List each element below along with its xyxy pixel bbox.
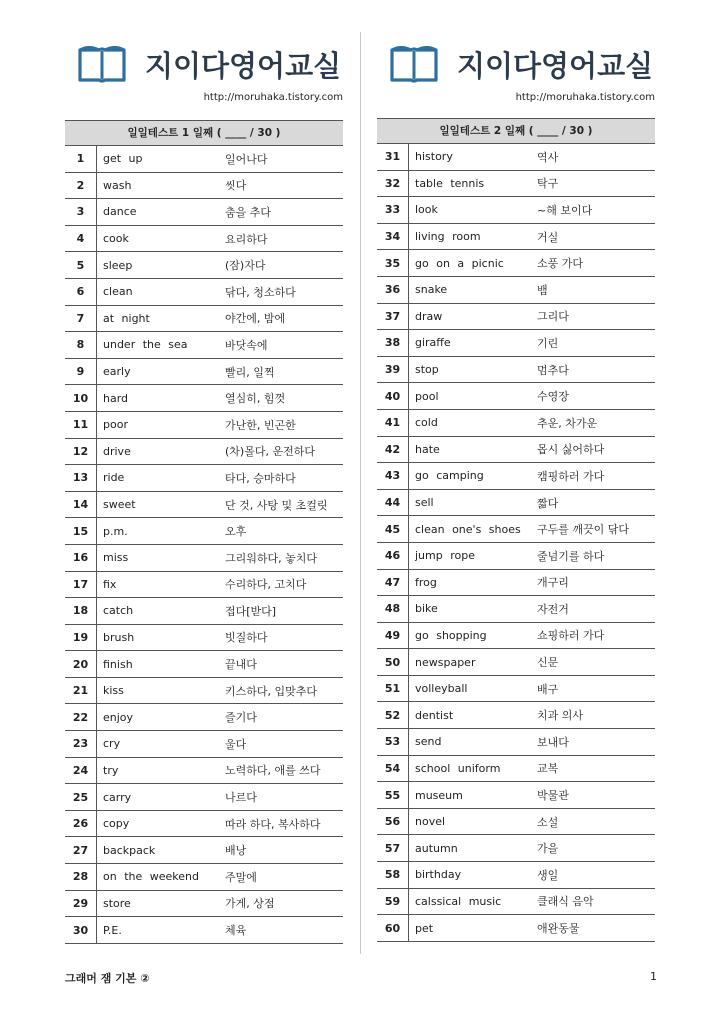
page-number: 1: [650, 970, 657, 983]
korean-meaning: 단 것, 사탕 및 초컬릿: [225, 498, 328, 512]
english-word: go shopping: [415, 628, 487, 642]
table-row: [377, 809, 655, 836]
korean-meaning: ~해 보이다: [537, 203, 593, 217]
word-number: 31: [377, 144, 409, 170]
korean-meaning: 배구: [537, 682, 559, 696]
korean-meaning: (잠)자다: [225, 259, 266, 273]
word-number: 45: [377, 516, 409, 542]
korean-meaning: 오후: [225, 525, 247, 539]
table-row: [65, 385, 343, 412]
korean-meaning: 타다, 승마하다: [225, 471, 296, 485]
korean-meaning: 클래식 음악: [537, 895, 594, 909]
korean-meaning: 가을: [537, 842, 559, 856]
table-body: [377, 144, 655, 942]
table-row: [377, 570, 655, 597]
word-number: 1: [65, 146, 97, 172]
english-word: living room: [415, 230, 481, 244]
table-header: 일일테스트 1 일째 ( ____ / 30 ): [65, 120, 343, 146]
korean-meaning: 기린: [537, 336, 559, 350]
english-word: giraffe: [415, 336, 451, 350]
english-word: clean: [103, 285, 133, 299]
word-number: 40: [377, 383, 409, 409]
word-number: 20: [65, 651, 97, 677]
english-word: dentist: [415, 708, 454, 722]
word-number: 41: [377, 410, 409, 436]
word-number: 53: [377, 729, 409, 755]
english-word: fix: [103, 577, 117, 591]
english-word: calssical music: [415, 894, 502, 908]
english-word: P.E.: [103, 923, 122, 937]
word-number: 4: [65, 226, 97, 252]
word-number: 44: [377, 490, 409, 516]
table-row: [377, 250, 655, 277]
word-number: 51: [377, 676, 409, 702]
korean-meaning: 소설: [537, 815, 559, 829]
word-number: 34: [377, 224, 409, 250]
korean-meaning: 신문: [537, 656, 559, 670]
english-word: hard: [103, 391, 129, 405]
word-number: 60: [377, 915, 409, 941]
word-number: 47: [377, 570, 409, 596]
word-number: 54: [377, 756, 409, 782]
english-word: drive: [103, 444, 131, 458]
korean-meaning: 소풍 가다: [537, 257, 584, 271]
english-word: at night: [103, 311, 150, 325]
table-row: [65, 678, 343, 705]
english-word: museum: [415, 788, 463, 802]
korean-meaning: 춤을 추다: [225, 205, 272, 219]
table-row: [65, 306, 343, 333]
korean-meaning: 노력하다, 애를 쓰다: [225, 764, 321, 778]
word-number: 7: [65, 306, 97, 332]
table-row: [377, 915, 655, 942]
word-number: 27: [65, 837, 97, 863]
word-number: 28: [65, 864, 97, 890]
english-word: pool: [415, 389, 439, 403]
korean-meaning: 즐기다: [225, 711, 257, 725]
table-row: [65, 439, 343, 466]
english-word: bike: [415, 602, 438, 616]
korean-meaning: 주말에: [225, 870, 257, 884]
word-number: 35: [377, 250, 409, 276]
korean-meaning: 몹시 싫어하다: [537, 443, 605, 457]
english-word: miss: [103, 551, 129, 565]
english-word: sell: [415, 496, 434, 510]
table-row: [377, 144, 655, 171]
table-row: [65, 146, 343, 173]
english-word: cry: [103, 737, 121, 751]
english-word: wash: [103, 178, 132, 192]
english-word: history: [415, 150, 453, 164]
english-word: under the sea: [103, 338, 188, 352]
korean-meaning: 캠핑하러 가다: [537, 469, 605, 483]
english-word: copy: [103, 817, 130, 831]
korean-meaning: 역사: [537, 150, 559, 164]
table-row: [65, 917, 343, 944]
english-word: jump rope: [415, 549, 475, 563]
table-row: [65, 332, 343, 359]
table-row: [377, 756, 655, 783]
blog-url[interactable]: http://moruhaka.tistory.com: [203, 92, 343, 103]
word-number: 36: [377, 277, 409, 303]
word-number: 3: [65, 199, 97, 225]
english-word: novel: [415, 815, 446, 829]
korean-meaning: 울다: [225, 737, 247, 751]
english-word: dance: [103, 205, 137, 219]
table-row: [65, 226, 343, 253]
word-number: 11: [65, 412, 97, 438]
word-number: 19: [65, 625, 97, 651]
word-number: 13: [65, 465, 97, 491]
word-number: 38: [377, 330, 409, 356]
table-header: 일일테스트 2 일째 ( ____ / 30 ): [377, 118, 655, 144]
table-row: [377, 729, 655, 756]
table-row: [65, 811, 343, 838]
word-number: 43: [377, 463, 409, 489]
open-book-icon: [389, 44, 439, 84]
english-word: sweet: [103, 498, 136, 512]
korean-meaning: 멈추다: [537, 363, 569, 377]
word-number: 10: [65, 385, 97, 411]
table-row: [65, 731, 343, 758]
word-number: 32: [377, 171, 409, 197]
word-number: 16: [65, 545, 97, 571]
table-row: [65, 545, 343, 572]
english-word: store: [103, 896, 131, 910]
table-row: [377, 197, 655, 224]
table-row: [377, 330, 655, 357]
korean-meaning: 바닷속에: [225, 338, 268, 352]
word-number: 9: [65, 359, 97, 385]
korean-meaning: 교복: [537, 762, 559, 776]
table-row: [377, 596, 655, 623]
english-word: volleyball: [415, 682, 468, 696]
table-row: [65, 173, 343, 200]
english-word: table tennis: [415, 176, 485, 190]
table-row: [65, 758, 343, 785]
english-word: autumn: [415, 841, 458, 855]
table-row: [65, 837, 343, 864]
table-row: [65, 492, 343, 519]
english-word: backpack: [103, 843, 156, 857]
table-row: [377, 543, 655, 570]
table-row: [377, 277, 655, 304]
table-row: [377, 357, 655, 384]
english-word: kiss: [103, 684, 124, 698]
table-row: [377, 171, 655, 198]
korean-meaning: 요리하다: [225, 232, 268, 246]
word-number: 59: [377, 889, 409, 915]
english-word: send: [415, 735, 442, 749]
table-row: [65, 199, 343, 226]
brand-header: [377, 40, 655, 86]
word-number: 2: [65, 173, 97, 199]
english-word: cold: [415, 416, 438, 430]
korean-meaning: 가난한, 빈곤한: [225, 418, 296, 432]
word-number: 39: [377, 357, 409, 383]
brand-title: 지이다영어교실: [457, 49, 654, 83]
word-number: 5: [65, 252, 97, 278]
korean-meaning: 박물관: [537, 789, 569, 803]
word-number: 37: [377, 304, 409, 330]
word-number: 52: [377, 702, 409, 728]
english-word: early: [103, 365, 131, 379]
table-body: [65, 146, 343, 944]
korean-meaning: 체육: [225, 924, 247, 938]
table-row: [65, 572, 343, 599]
table-row: [377, 463, 655, 490]
word-number: 21: [65, 678, 97, 704]
word-number: 23: [65, 731, 97, 757]
korean-meaning: 줄넘기를 하다: [537, 549, 605, 563]
table-row: [65, 864, 343, 891]
table-row: [377, 862, 655, 889]
english-word: enjoy: [103, 710, 134, 724]
table-row: [65, 279, 343, 306]
word-number: 22: [65, 704, 97, 730]
korean-meaning: 구두를 깨끗이 닦다: [537, 523, 630, 537]
english-word: look: [415, 203, 438, 217]
word-number: 48: [377, 596, 409, 622]
korean-meaning: 열심히, 힘껏: [225, 392, 286, 406]
table-row: [65, 412, 343, 439]
table-row: [377, 224, 655, 251]
blog-url[interactable]: http://moruhaka.tistory.com: [515, 92, 655, 103]
korean-meaning: 추운, 차가운: [537, 416, 598, 430]
table-row: [377, 676, 655, 703]
english-word: ride: [103, 471, 125, 485]
column-divider: [360, 32, 361, 954]
table-row: [65, 465, 343, 492]
korean-meaning: 나르다: [225, 791, 257, 805]
footer-title: 그래머 잼 기본 ②: [65, 972, 150, 985]
word-number: 30: [65, 917, 97, 943]
english-word: brush: [103, 630, 135, 644]
word-number: 58: [377, 862, 409, 888]
brand-header: [65, 40, 343, 86]
english-word: snake: [415, 283, 448, 297]
word-number: 42: [377, 437, 409, 463]
english-word: carry: [103, 790, 132, 804]
korean-meaning: 그리다: [537, 310, 569, 324]
english-word: go on a picnic: [415, 256, 504, 270]
korean-meaning: (차)몰다, 운전하다: [225, 445, 315, 459]
table-row: [65, 598, 343, 625]
english-word: sleep: [103, 258, 133, 272]
word-number: 25: [65, 784, 97, 810]
table-row: [65, 651, 343, 678]
word-number: 24: [65, 758, 97, 784]
word-number: 18: [65, 598, 97, 624]
table-row: [377, 383, 655, 410]
word-number: 17: [65, 572, 97, 598]
word-number: 57: [377, 835, 409, 861]
table-row: [65, 704, 343, 731]
english-word: hate: [415, 442, 440, 456]
korean-meaning: 가게, 상점: [225, 897, 275, 911]
english-word: cook: [103, 232, 129, 246]
table-row: [377, 702, 655, 729]
english-word: pet: [415, 921, 434, 935]
english-word: stop: [415, 363, 439, 377]
english-word: poor: [103, 418, 128, 432]
korean-meaning: 닦다, 청소하다: [225, 285, 296, 299]
english-word: try: [103, 763, 119, 777]
english-word: frog: [415, 575, 437, 589]
english-word: p.m.: [103, 524, 128, 538]
english-word: get up: [103, 152, 143, 166]
korean-meaning: 거실: [537, 230, 559, 244]
english-word: catch: [103, 604, 134, 618]
korean-meaning: 빨리, 일찍: [225, 365, 275, 379]
word-number: 46: [377, 543, 409, 569]
table-row: [377, 623, 655, 650]
table-row: [65, 359, 343, 386]
korean-meaning: 씻다: [225, 179, 247, 193]
korean-meaning: 일어나다: [225, 152, 268, 166]
table-row: [65, 784, 343, 811]
table-row: [377, 889, 655, 916]
table-row: [377, 437, 655, 464]
english-word: go camping: [415, 469, 484, 483]
korean-meaning: 보내다: [537, 735, 569, 749]
korean-meaning: 접다[받다]: [225, 604, 277, 618]
table-row: [65, 518, 343, 545]
korean-meaning: 짧다: [537, 496, 559, 510]
english-word: clean one's shoes: [415, 522, 521, 536]
table-row: [377, 490, 655, 517]
korean-meaning: 야간에, 밤에: [225, 312, 286, 326]
korean-meaning: 개구리: [537, 576, 569, 590]
korean-meaning: 그리워하다, 놓치다: [225, 551, 318, 565]
open-book-icon: [77, 44, 127, 84]
english-word: birthday: [415, 868, 462, 882]
word-number: 15: [65, 518, 97, 544]
table-row: [377, 304, 655, 331]
word-number: 12: [65, 439, 97, 465]
korean-meaning: 빗질하다: [225, 631, 268, 645]
korean-meaning: 생일: [537, 868, 559, 882]
korean-meaning: 탁구: [537, 177, 559, 191]
word-number: 8: [65, 332, 97, 358]
word-number: 26: [65, 811, 97, 837]
korean-meaning: 치과 의사: [537, 709, 584, 723]
english-word: newspaper: [415, 655, 476, 669]
korean-meaning: 수리하다, 고치다: [225, 578, 307, 592]
english-word: finish: [103, 657, 133, 671]
korean-meaning: 애완동물: [537, 922, 580, 936]
word-number: 14: [65, 492, 97, 518]
korean-meaning: 따라 하다, 복사하다: [225, 817, 321, 831]
vocab-table-2: [377, 118, 655, 942]
word-number: 50: [377, 649, 409, 675]
word-number: 33: [377, 197, 409, 223]
table-row: [65, 252, 343, 279]
brand-title: 지이다영어교실: [145, 49, 342, 83]
table-row: [65, 625, 343, 652]
korean-meaning: 자전거: [537, 602, 569, 616]
word-number: 56: [377, 809, 409, 835]
vocab-table-1: [65, 120, 343, 944]
korean-meaning: 뱀: [537, 283, 548, 297]
table-row: [65, 891, 343, 918]
table-row: [377, 516, 655, 543]
english-word: draw: [415, 309, 443, 323]
table-row: [377, 835, 655, 862]
word-number: 55: [377, 782, 409, 808]
table-row: [377, 782, 655, 809]
korean-meaning: 수영장: [537, 390, 569, 404]
word-number: 6: [65, 279, 97, 305]
korean-meaning: 쇼핑하러 가다: [537, 629, 605, 643]
table-row: [377, 410, 655, 437]
korean-meaning: 키스하다, 입맞추다: [225, 684, 318, 698]
word-number: 29: [65, 891, 97, 917]
korean-meaning: 배낭: [225, 844, 247, 858]
korean-meaning: 끝내다: [225, 658, 257, 672]
table-row: [377, 649, 655, 676]
word-number: 49: [377, 623, 409, 649]
english-word: on the weekend: [103, 870, 199, 884]
english-word: school uniform: [415, 761, 501, 775]
